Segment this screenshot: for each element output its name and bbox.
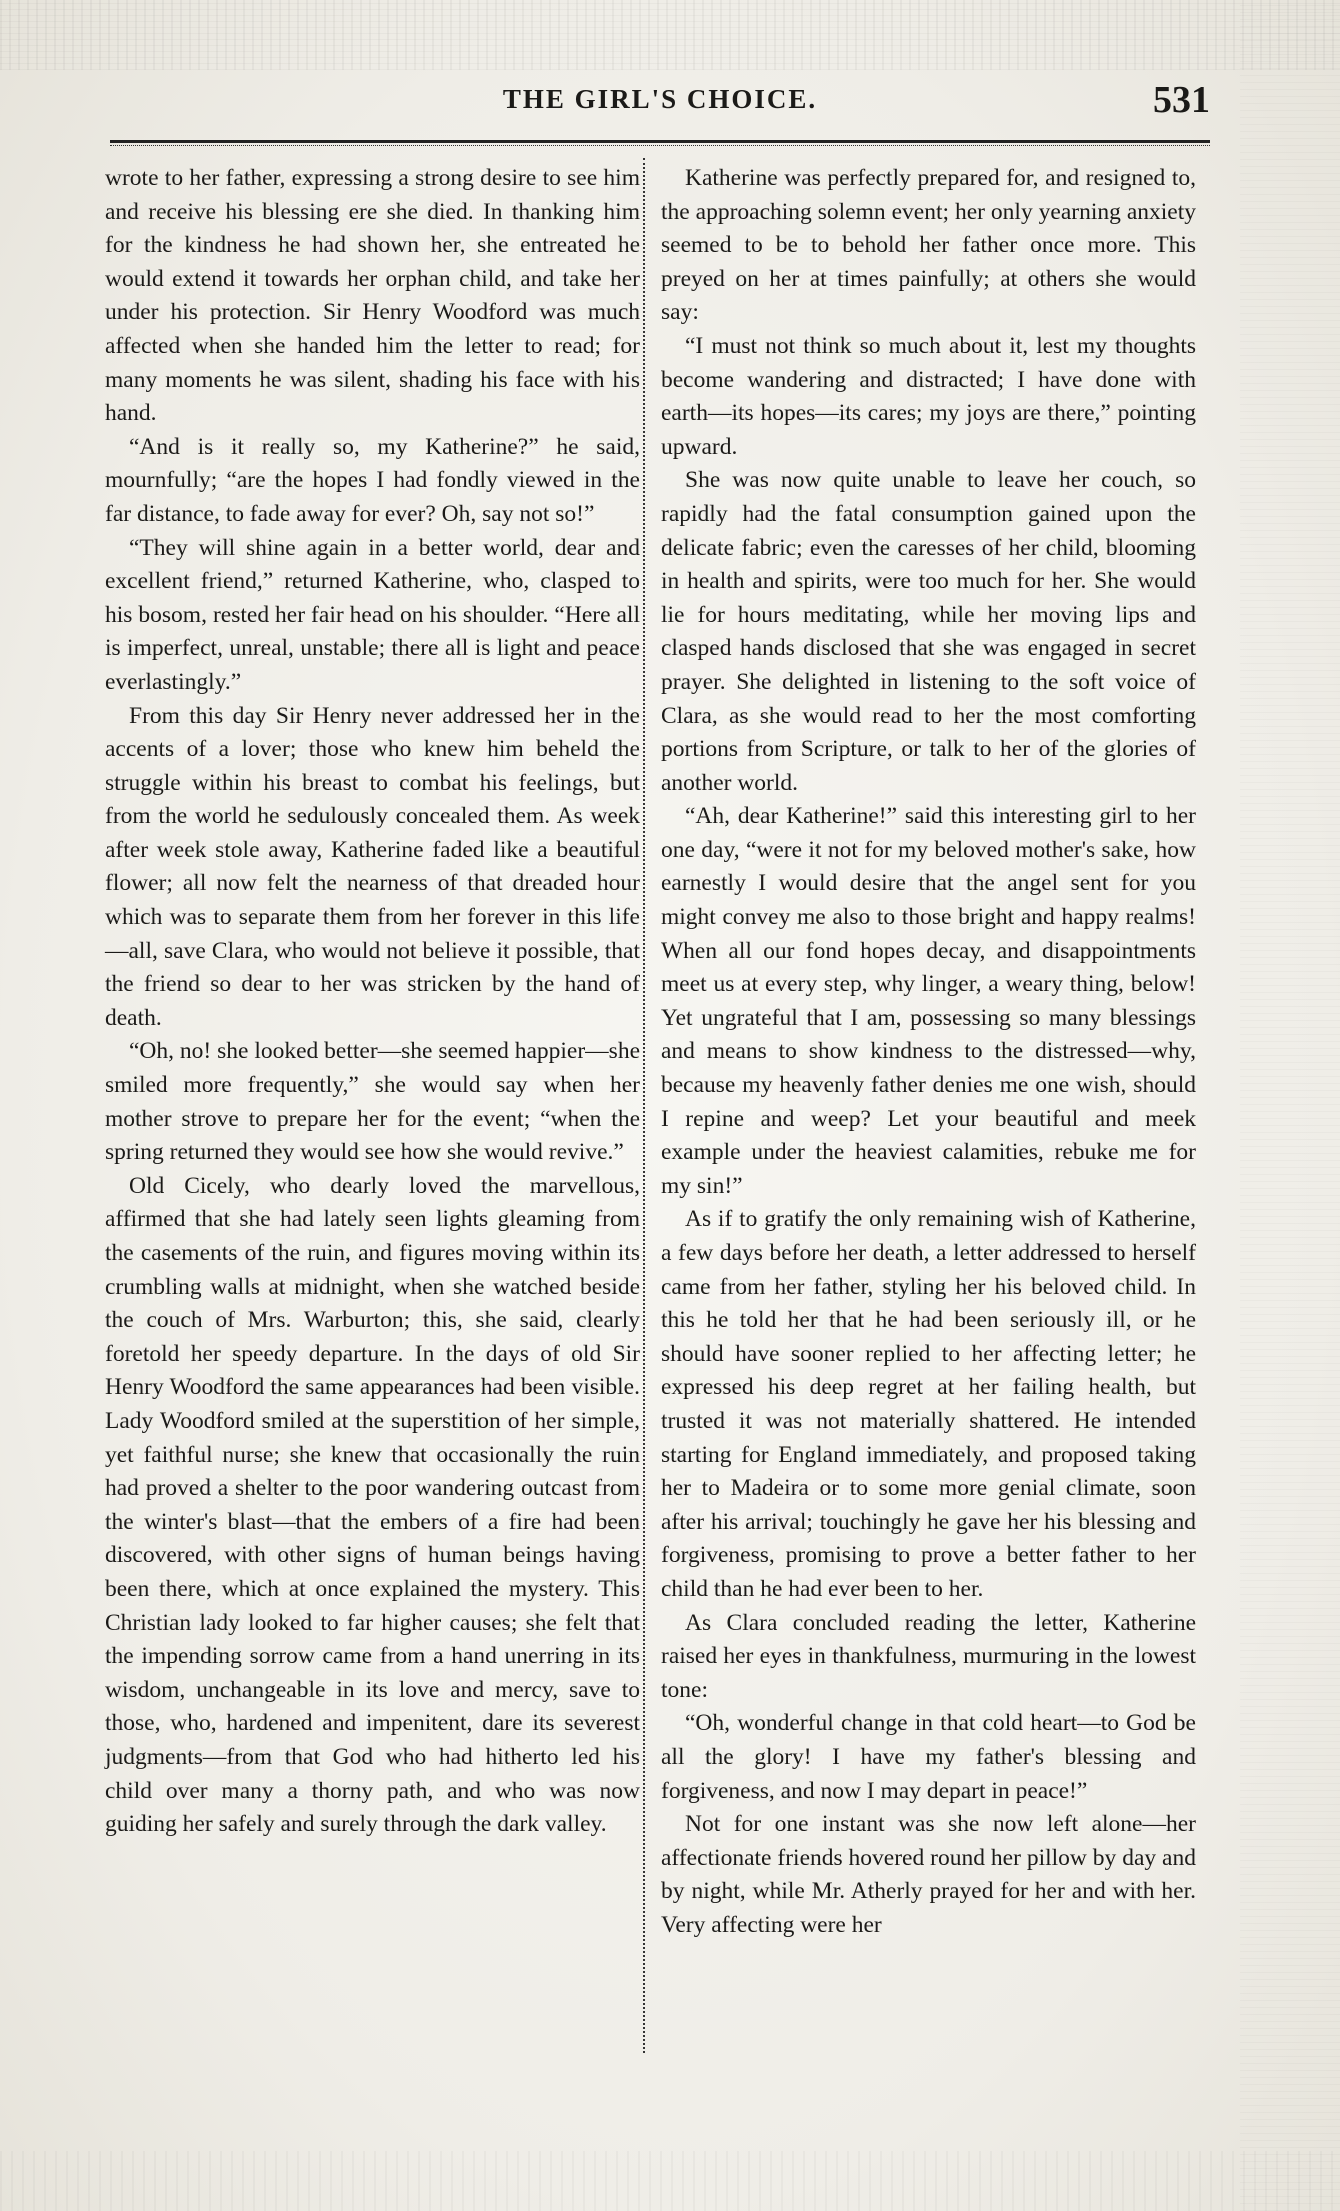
scan-noise-bottom: [0, 2151, 1340, 2211]
paragraph: She was now quite unable to leave her couch, so rapidly had the fatal consumption gained upon the delicate fabric; even the caresses of her child, blooming in health and spirits, were too much for her. She would lie for hours meditating, while her moving lips and clasped hands disclosed that she was engaged in secret prayer. She delighted in listening to the soft voice of Clara, as she would read to her the most comforting portions from Scripture, or talk to her of the glories of another world.: [661, 467, 1196, 796]
paragraph: “I must not think so much about it, lest my thoughts become wandering and distracted; I have done with earth—its hopes—its cares; my joys are there,” pointing upward.: [661, 332, 1196, 460]
paragraph: As Clara concluded reading the letter, Katherine raised her eyes in thankfulness, murmuring in the lowest tone:: [661, 1609, 1196, 1703]
paragraph: “Ah, dear Katherine!” said this interesting girl to her one day, “were it not for my beloved mother's sake, how earnestly I would desire that the angel sent for you might convey me also to those bright and happy realms! When all our fond hopes decay, and disappointments meet us at every step, why linger, a weary thing, below! Yet ungrateful that I am, possessing so many blessings and means to show kindness to the distressed—why, because my heavenly father denies me one wish, should I repine and weep? Let your beautiful and meek example under the heaviest calamities, rebuke me for my sin!”: [661, 803, 1196, 1199]
page-number: 531: [1153, 79, 1210, 121]
paragraph: From this day Sir Henry never addressed her in the accents of a lover; those who knew him beheld the struggle within his breast to combat his feelings, but from the world he sedulously concealed them. As week after week stole away, Katherine faded like a beautiful flower; all now felt the nearness of that dreaded hour which was to separate them from her forever in this life—all, save Clara, who would not believe it possible, that the friend so dear to her was stricken by the hand of death.: [105, 702, 640, 1031]
paragraph: wrote to her father, expressing a strong desire to see him and receive his blessing ere she died. In thanking him for the kindness he had shown her, she entreated he would extend it towards her orphan child, and take her under his protection. Sir Henry Woodford was much affected when she handed him the letter to read; for many moments he was silent, shading his face with his hand.: [105, 165, 640, 427]
column-divider: [643, 158, 645, 2053]
scan-noise-right: [1240, 0, 1340, 2211]
paragraph: “Oh, no! she looked better—she seemed happier—she smiled more frequently,” she would say when her mother strove to prepare her for the event; “when the spring returned they would see how she would revive.”: [105, 1038, 640, 1166]
paragraph: Katherine was perfectly prepared for, and resigned to, the approaching solemn event; her only yearning anxiety seemed to be to behold her father once more. This preyed on her at times painfully; at others she would say:: [661, 165, 1196, 326]
paragraph: Not for one instant was she now left alone—her affectionate friends hovered round her pillow by day and by night, while Mr. Atherly prayed for her and with her. Very affecting were her: [661, 1811, 1196, 1938]
left-column: [105, 162, 640, 1842]
paragraph: Old Cicely, who dearly loved the marvellous, affirmed that she had lately seen lights gleaming from the casements of the ruin, and figures moving within its crumbling walls at midnight, when she watched beside the couch of Mrs. Warburton; this, she said, clearly foretold her speedy departure. In the days of old Sir Henry Woodford the same appearances had been visible. Lady Woodford smiled at the superstition of her simple, yet faithful nurse; she knew that occasionally the ruin had proved a shelter to the poor wandering outcast from the winter's blast—that the embers of a fire had been discovered, with other signs of human beings having been there, which at once explained the mystery. This Christian lady looked to far higher causes; she felt that the impending sorrow came from a hand unerring in its wisdom, unchangeable in its love and mercy, save to those, who, hardened and impenitent, dare its severest judgments—from that God who had hitherto led his child over many a thorny path, and who was now guiding her safely and surely through the dark valley.: [105, 1172, 640, 1838]
paragraph: “Oh, wonderful change in that cold heart—to God be all the glory! I have my father's blessing and forgiveness, and now I may depart in peace!”: [661, 1710, 1196, 1804]
paragraph: As if to gratify the only remaining wish of Katherine, a few days before her death, a letter addressed to herself came from her father, styling her his beloved child. In this he told her that he had been seriously ill, or he should have sooner replied to her affecting letter; he expressed his deep regret at her failing health, but trusted it was not materially shattered. He intended starting for England immediately, and proposed taking her to Madeira or to some more genial climate, soon after his arrival; touchingly he gave her his blessing and forgiveness, promising to prove a better father to her child than he had ever been to her.: [661, 1206, 1196, 1602]
paragraph: “And is it really so, my Katherine?” he said, mournfully; “are the hopes I had fondly viewed in the far distance, to fade away for ever? Oh, say not so!”: [105, 433, 640, 527]
scan-noise-top: [0, 0, 1340, 70]
right-column: [661, 162, 1196, 1942]
header-rule-dotted: [110, 145, 1210, 146]
header-rule: [110, 140, 1210, 143]
paragraph: “They will shine again in a better world, dear and excellent friend,” returned Katherine, who, clasped to his bosom, rested her fair head on his shoulder. “Here all is imperfect, unreal, unstable; there all is light and peace everlastingly.”: [105, 534, 640, 695]
running-head: THE GIRL'S CHOICE.: [502, 84, 818, 114]
page-header: [110, 78, 1210, 128]
